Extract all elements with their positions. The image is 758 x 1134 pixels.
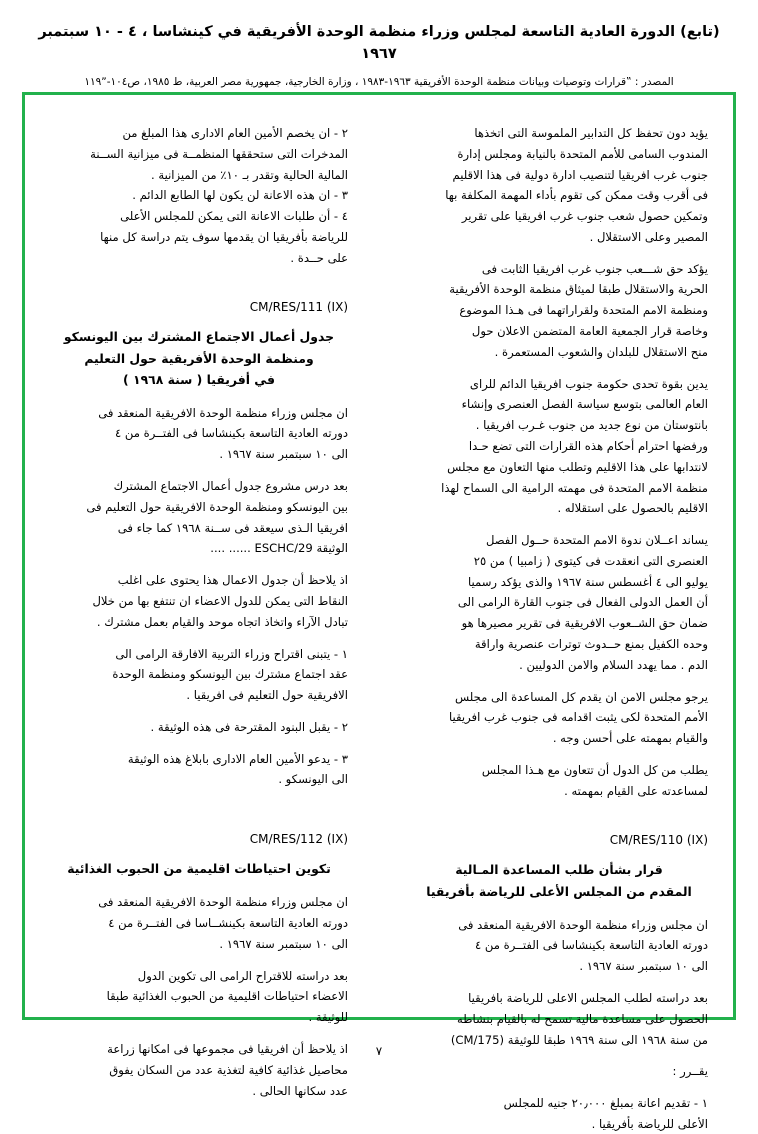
paragraph-line: اذ يلاحظ أن جدول الاعمال هذا يحتوى على اغلب bbox=[117, 573, 348, 588]
paragraph-line: ١ - يتبنى اقتراح وزراء التربية الافارقة الرامى الى bbox=[115, 646, 348, 661]
paragraph-line: اذ يلاحظ أن افريقيا فى مجموعها فى امكانها زراعة bbox=[107, 1041, 348, 1056]
paragraph-line: النقاط التى يمكن للدول الاعضاء ان تنتفع بها من خلال bbox=[92, 593, 348, 608]
paragraph-line: محاصيل غذائية كافية لتغذية عدد من السكان يفوق bbox=[109, 1062, 348, 1077]
paragraph-line: يؤكد حق شـــعب جنوب غرب افريقيا الثابت فى bbox=[481, 261, 708, 276]
vertical-spacer bbox=[410, 813, 708, 833]
paragraph-block bbox=[410, 124, 708, 247]
paragraph-line: على حــدة . bbox=[290, 250, 348, 265]
paragraph-line: ٣ - يدعو الأمين العام الادارى بابلاغ هذه الوثيقة bbox=[127, 751, 348, 766]
paragraph-line: جنوب غرب افريقيا لتنصيب ادارة دولية فى هذا الاقليم bbox=[452, 167, 708, 182]
paragraph-line: لانتدابها على هذا الاقليم وتطلب منها التعاون مع مجلس bbox=[447, 459, 708, 474]
paragraph-line: للوثيقة . bbox=[308, 1010, 348, 1025]
paragraph-block bbox=[410, 260, 708, 362]
paragraph-block bbox=[50, 750, 348, 790]
resolution-title-line: قرار بشأن طلب المساعدة المـالية bbox=[455, 862, 663, 878]
page-title: (تابع) الدورة العادية التاسعة لمجلس وزراء منظمة الوحدة الأفريقية في كينشاسا ، ٤ - ١٠ سبتمبر ١٩٦٧ bbox=[38, 24, 720, 62]
paragraph-line: يساند اعــلان ندوة الامم المتحدة حــول الفصل bbox=[485, 533, 708, 548]
paragraph-line: المصير وعلى الاستقلال . bbox=[589, 229, 708, 244]
paragraph-block bbox=[410, 1062, 708, 1081]
two-column-body bbox=[34, 102, 724, 1131]
paragraph-line: والقيام بمهمته على أحسن وجه . bbox=[552, 731, 708, 746]
paragraph-line: ٣ - ان هذه الاعانة لن يكون لها الطابع الدائم . bbox=[132, 188, 348, 203]
paragraph-block bbox=[50, 477, 348, 558]
paragraph-line: الأعلى للرياضة بأفريقيا . bbox=[591, 1116, 708, 1131]
paragraph-line: يطلب من كل الدول أن تتعاون مع هـذا المجلس bbox=[481, 762, 708, 777]
paragraph-line: الى ١٠ سبتمبر سنة ١٩٦٧ . bbox=[579, 959, 708, 974]
paragraph-line: الأمم المتحدة لكى يثبت اقدامه فى جنوب غرب افريقيا bbox=[449, 710, 708, 725]
paragraph-line: ومنظمة الامم المتحدة ولقراراتهما فى هـذا الموضوع bbox=[459, 303, 708, 318]
paragraph-line: يقــرر : bbox=[672, 1064, 708, 1079]
paragraph-line: يوليو الى ٤ أغسطس سنة ١٩٦٧ والذى يؤكد رسميا bbox=[467, 574, 708, 589]
paragraph-block bbox=[410, 375, 708, 518]
paragraph-line: وحده الكفيل بمنع حــدوث توترات عنصرية واراقة bbox=[474, 636, 708, 651]
paragraph-line: افريقيا الـذى سيعقد فى ســنة ١٩٦٨ كما جاء فى bbox=[117, 520, 348, 535]
paragraph-line: الحرية والاستقلال طبقا لميثاق منظمة الوحدة الأفريقية bbox=[449, 282, 708, 297]
paragraph-block bbox=[50, 718, 348, 737]
paragraph-line: الافريقية حول التعليم فى افريقيا . bbox=[186, 688, 348, 703]
paragraph-block bbox=[50, 645, 348, 705]
paragraph-block bbox=[50, 404, 348, 464]
paragraph-line: الوثيقة ESCHC/29 ...... .... bbox=[210, 541, 348, 556]
vertical-spacer bbox=[50, 802, 348, 832]
paragraph-line: فى أقرب وقت ممكن كى تقوم بأداء المهمة المكلفة بها bbox=[445, 188, 708, 203]
paragraph-block bbox=[410, 1094, 708, 1134]
resolution-title bbox=[410, 859, 708, 901]
paragraph-block bbox=[50, 967, 348, 1027]
paragraph-block bbox=[50, 571, 348, 631]
paragraph-line: المالية الحالية وتقدر بـ ١٠٪ من الميزانية . bbox=[151, 167, 348, 182]
paragraph-line: المدخرات التى ستحققها المنظمــة فى ميزانية الســنة bbox=[90, 146, 348, 161]
column-left bbox=[34, 102, 364, 1098]
resolution-code: CM/RES/110 (IX) bbox=[609, 833, 708, 848]
paragraph-line: ٤ - أن طلبات الاعانة التى يمكن للمجلس الأعلى bbox=[120, 209, 348, 224]
paragraph-block bbox=[410, 688, 708, 748]
paragraph-line: منح الاستقلال للبلدان والشعوب المستعمرة . bbox=[494, 344, 708, 359]
paragraph-line: دورته العادية التاسعة بكينشاسا فى الفتــرة من ٤ bbox=[115, 426, 348, 441]
paragraph-line: الى ١٠ سبتمبر سنة ١٩٦٧ . bbox=[219, 936, 348, 951]
paragraph-block bbox=[50, 124, 348, 267]
paragraph-line: الاقليم بالحصول على استقلاله . bbox=[557, 501, 708, 516]
paragraph-line: الدم . مما يهدد السلام والامن الدوليين . bbox=[519, 657, 708, 672]
vertical-spacer bbox=[50, 280, 348, 300]
paragraph-line: العام العالمى بتوسع سياسة الفصل العنصرى وإنشاء bbox=[461, 397, 708, 412]
paragraph-line: ان مجلس وزراء منظمة الوحدة الافريقية المنعقد فى bbox=[458, 917, 708, 932]
paragraph-line: ١ - تقديم اعانة بمبلغ ٢٠٫٠٠٠ جنيه للمجلس bbox=[503, 1096, 708, 1111]
paragraph-line: وتمكين حصول شعب جنوب غرب افريقيا على تقرير bbox=[461, 209, 708, 224]
paragraph-line: ٢ - يقبل البنود المقترحة فى هذه الوثيقة . bbox=[150, 719, 348, 734]
paragraph-line: بانتوستان من نوع جديد من جنوب غـرب افريقيا . bbox=[475, 418, 708, 433]
paragraph-block bbox=[410, 761, 708, 801]
column-right bbox=[394, 102, 724, 1131]
paragraph-line: للرياضة بأفريقيا ان يقدمها سوف يتم دراسة كل منها bbox=[100, 229, 348, 244]
paragraph-line: منظمة الامم المتحدة فى مهمته الرامية الى السماح لهذا bbox=[441, 480, 708, 495]
paragraph-line: العنصرى التى انعقدت فى كيتوى ( زامبيا ) من ٢٥ bbox=[473, 553, 708, 568]
paragraph-line: الحصول على مساعدة مالية تسمح له بالقيام بنشاطه bbox=[457, 1011, 708, 1026]
paragraph-line: الى ١٠ سبتمبر سنة ١٩٦٧ . bbox=[219, 447, 348, 462]
paragraph-line: الى اليونسكو . bbox=[278, 772, 348, 787]
paragraph-line: يؤيد دون تحفظ كل التدابير الملموسة التى اتخذها bbox=[474, 126, 708, 140]
paragraph-line: ٢ - ان يخصم الأمين العام الادارى هذا المبلغ من bbox=[122, 126, 348, 140]
resolution-title-line: ومنظمة الوحدة الأفريقية حول التعليم bbox=[84, 350, 314, 366]
resolution-title-line: في أفريقيا ( سنة ١٩٦٨ ) bbox=[123, 371, 275, 387]
paragraph-line: ضمان حق الشــعوب الافريقية فى تقرير مصيرها هو bbox=[461, 616, 708, 631]
paragraph-line: وخاصة قرار الجمعية العامة المتضمن الاعلان حول bbox=[471, 324, 708, 339]
paragraph-line: أن العمل الدولى الفعال فى جنوب القارة الرامى الى bbox=[457, 595, 708, 610]
paragraph-line: تبادل الآراء واتخاذ اتجاه موحد والقيام بعمل مشترك . bbox=[96, 614, 348, 629]
paragraph-block bbox=[50, 893, 348, 953]
paragraph-line: بعد دراسته للاقتراح الرامى الى تكوين الدول bbox=[137, 968, 348, 983]
paragraph-block bbox=[410, 989, 708, 1049]
paragraph-line: ورفضها احترام أحكام هذه القرارات التى تضع حـدا bbox=[468, 438, 708, 453]
paragraph-line: من سنة ١٩٦٨ الى سنة ١٩٦٩ طبقا للوثيقة (CM/175) bbox=[450, 1032, 708, 1047]
resolution-title-line: المقدم من المجلس الأعلى للرياضة بأفريقيا bbox=[426, 883, 692, 899]
resolution-title bbox=[50, 858, 348, 879]
paragraph-line: بعد دراسته لطلب المجلس الاعلى للرياضة بافريقيا bbox=[468, 990, 708, 1005]
paragraph-line: دورته العادية التاسعة بكينشاسا فى الفتــرة من ٤ bbox=[475, 938, 708, 953]
page-header bbox=[0, 0, 758, 90]
paragraph-line: ان مجلس وزراء منظمة الوحدة الافريقية المنعقد فى bbox=[98, 405, 348, 420]
paragraph-line: دورته العادية التاسعة بكينشــاسا فى الفتــرة من ٤ bbox=[108, 916, 348, 931]
paragraph-block bbox=[410, 531, 708, 674]
resolution-title bbox=[50, 326, 348, 389]
resolution-code: CM/RES/112 (IX) bbox=[249, 832, 348, 847]
paragraph-block bbox=[410, 916, 708, 976]
resolution-title-line: جدول أعمال الاجتماع المشترك بين اليونسكو bbox=[63, 329, 335, 345]
paragraph-line: بعد درس مشروع جدول أعمال الاجتماع المشترك bbox=[113, 479, 348, 494]
resolution-code: CM/RES/111 (IX) bbox=[249, 300, 348, 315]
paragraph-line: يرجو مجلس الامن ان يقدم كل المساعدة الى مجلس bbox=[455, 689, 708, 704]
paragraph-line: المندوب السامى للأمم المتحدة بالنيابة ومجلس إدارة bbox=[457, 146, 708, 161]
paragraph-line: عدد سكانها الحالى . bbox=[252, 1083, 348, 1098]
page-number: ٧ bbox=[375, 1044, 383, 1058]
paragraph-line: الاعضاء احتياطات اقليمية من الحبوب الغذائية طبقا bbox=[106, 989, 348, 1004]
paragraph-line: ان مجلس وزراء منظمة الوحدة الافريقية المنعقد فى bbox=[98, 895, 348, 910]
source-note: المصدر : ‟قرارات وتوصيات وبيانات منظمة الوحدة الأفريقية ١٩٦٣-١٩٨٣ ، وزارة الخارجية، جمهورية مصر العربية، ط ١٩٨٥، ص١٠٤-١١٩ˮ bbox=[84, 75, 674, 88]
resolution-title-line: تكوين احتياطات اقليمية من الحبوب الغذائية bbox=[67, 861, 331, 877]
paragraph-line: يدين بقوة تحدى حكومة جنوب افريقيا الدائم للراى bbox=[469, 376, 708, 391]
paragraph-line: بين اليونسكو ومنظمة الوحدة الافريقية حول التعليم فى bbox=[86, 499, 348, 514]
paragraph-line: لمساعدته على القيام بمهمته . bbox=[564, 783, 708, 798]
paragraph-line: عقد اجتماع مشترك بين اليونسكو ومنظمة الوحدة bbox=[112, 667, 348, 682]
